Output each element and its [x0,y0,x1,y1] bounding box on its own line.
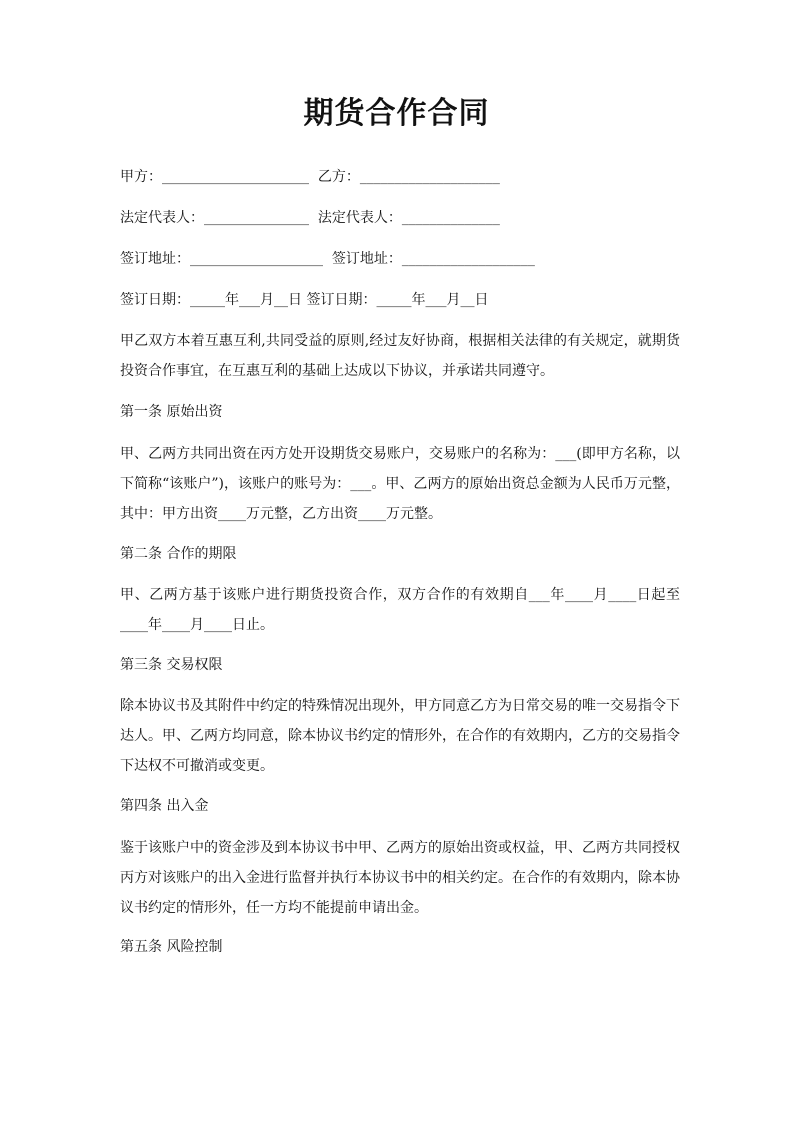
preamble-paragraph: 甲乙双方本着互惠互利,共同受益的原则,经过友好协商，根据相关法律的有关规定，就期货投资合作事宜，在互惠互利的基础上达成以下协议，并承诺共同遵守。 [120,333,680,379]
party-a-line [120,168,680,186]
section-heading: 第三条 交易权限 [120,657,223,673]
date-b-field: 签订日期：_____年___月__日 [306,292,489,308]
rep-b-field: 法定代表人：______________ [317,210,500,226]
rep-a-field: 法定代表人：_______________ [120,210,309,226]
section-heading: 第二条 合作的期限 [120,546,237,562]
section-body: 甲、乙两方共同出资在丙方处开设期货交易账户，交易账户的名称为：___(即甲方名称，以下简称“该账户”)，该账户的账号为：___。甲、乙两方的原始出资总金额为人民币万元整，其中：甲方出资____万元整，乙方出资____万元整。 [120,446,680,522]
date-a-field: 签订日期：_____年___月__日 [120,292,302,308]
address-line [120,250,680,268]
representative-line [120,209,680,227]
document-title: 期货合作合同 [303,96,490,131]
section-heading: 第五条 风险控制 [120,939,223,955]
date-line [120,291,680,309]
section-heading: 第四条 出入金 [120,798,209,814]
section-body: 甲、乙两方基于该账户进行期货投资合作，双方合作的有效期自___年____月____日起至____年____月____日止。 [120,587,680,633]
addr-a-field: 签订地址：___________________ [120,251,323,267]
party-a-field: 甲方：_____________________ [120,169,309,185]
addr-b-field: 签订地址：___________________ [331,251,535,267]
section-body: 鉴于该账户中的资金涉及到本协议书中甲、乙两方的原始出资或权益，甲、乙两方共同授权丙方对该账户的出入金进行监督并执行本协议书中的相关约定。在合作的有效期内，除本协议书约定的情形外，任一方均不能提前申请出金。 [120,840,680,916]
section-heading: 第一条 原始出资 [120,404,223,420]
section-body: 除本协议书及其附件中约定的特殊情况出现外，甲方同意乙方为日常交易的唯一交易指令下达人。甲、乙两方均同意，除本协议书约定的情形外，在合作的有效期内，乙方的交易指令下达权不可撤消或变更。 [120,698,680,774]
party-b-field: 乙方：____________________ [317,169,500,185]
